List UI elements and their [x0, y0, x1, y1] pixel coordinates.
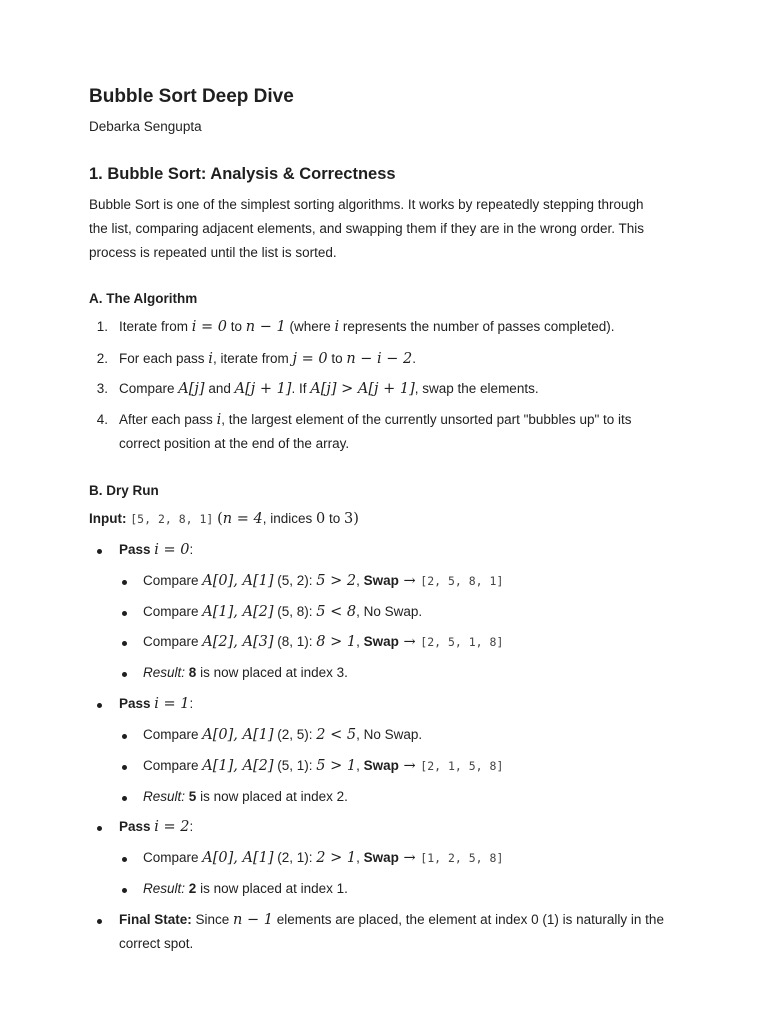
step-number: 1. [96, 319, 108, 334]
separator: , [356, 758, 364, 773]
step-text: . [412, 351, 417, 366]
result-label: Result: [143, 665, 186, 680]
final-state [119, 912, 664, 928]
math-expr: A[0], A[1] [202, 573, 274, 589]
math-expr: A[0], A[1] [202, 727, 274, 743]
compare-text: Compare [143, 758, 203, 773]
step-text: to [327, 351, 347, 366]
bullet-icon [122, 672, 127, 677]
verdict: Swap [363, 850, 399, 865]
bullet-icon [122, 857, 127, 862]
step-text: Iterate from [119, 319, 192, 334]
compare-values: (5, 8): [273, 604, 317, 619]
math-expr: 2 > 1 [316, 850, 357, 866]
math-expr: n − i − 2 [346, 351, 413, 367]
bullet-icon [122, 611, 127, 616]
bullet-icon [97, 826, 102, 831]
pass-label: Pass [119, 696, 151, 711]
final-text: elements are placed, the element at index 0 (1) is naturally in the [272, 912, 664, 927]
math-expr: 8 > 1 [316, 634, 357, 650]
result-value: 5 [188, 789, 197, 804]
dry-run-heading: B. Dry Run [89, 483, 159, 498]
math-expr: A[1], A[2] [202, 758, 274, 774]
bullet-icon [122, 580, 127, 585]
verdict: Swap [363, 758, 399, 773]
section-heading: 1. Bubble Sort: Analysis & Correctness [89, 165, 396, 183]
math-expr: i = 0 [154, 542, 190, 558]
result-label: Result: [143, 881, 186, 896]
step-text: (where [285, 319, 335, 334]
bullet-icon [122, 888, 127, 893]
bullet-icon [122, 765, 127, 770]
step-number: 2. [96, 351, 108, 366]
compare-item [143, 850, 503, 866]
result-item [143, 789, 348, 804]
compare-text: Compare [143, 850, 203, 865]
bullet-icon [122, 734, 127, 739]
step-text: correct position at the end of the array. [119, 436, 350, 451]
math-expr: j = 0 [292, 351, 328, 367]
intro-line-1: Bubble Sort is one of the simplest sorting algorithms. It works by repeatedly stepping through [89, 197, 644, 212]
verdict: Swap [363, 573, 399, 588]
step-number: 4. [96, 412, 108, 427]
math-expr: i [208, 351, 213, 367]
intro-line-3: process is repeated until the list is sorted. [89, 245, 337, 260]
math-expr: i = 2 [154, 819, 190, 835]
arrow-icon: → [398, 758, 421, 774]
input-label: Input: [89, 511, 127, 526]
math-expr: 5 > 1 [316, 758, 357, 774]
result-value: 2 [188, 881, 197, 896]
compare-item [143, 758, 503, 774]
compare-values: (8, 1): [273, 634, 317, 649]
math-expr: 0 [316, 511, 326, 527]
pass-header [119, 542, 193, 558]
step-text: For each pass [119, 351, 209, 366]
step-text: represents the number of passes completed). [339, 319, 615, 334]
colon: : [189, 819, 194, 834]
math-expr: i [334, 319, 340, 335]
math-expr: n − 1 [233, 912, 273, 928]
bullet-icon [122, 796, 127, 801]
colon: : [189, 696, 194, 711]
step-text: , iterate from [212, 351, 293, 366]
math-expr: 5 > 2 [316, 573, 357, 589]
math-expr: 2 < 5 [316, 727, 357, 743]
input-line [89, 511, 359, 527]
compare-text: Compare [143, 727, 203, 742]
verdict: No Swap. [363, 604, 423, 619]
separator: , [356, 850, 364, 865]
pass-header [119, 819, 193, 835]
math-expr: i = 0 [191, 319, 228, 335]
step-text: After each pass [119, 412, 217, 427]
compare-values: (2, 1): [273, 850, 317, 865]
step-number: 3. [96, 381, 108, 396]
arrow-icon: → [398, 850, 421, 866]
final-text: Since [191, 912, 234, 927]
pass-label: Pass [119, 542, 151, 557]
compare-values: (5, 1): [273, 758, 317, 773]
verdict: Swap [363, 634, 399, 649]
colon: : [189, 542, 194, 557]
math-expr: i = 1 [154, 696, 190, 712]
result-label: Result: [143, 789, 186, 804]
math-expr: A[2], A[3] [202, 634, 274, 650]
separator: , [356, 727, 364, 742]
math-expr: 5 < 8 [316, 604, 357, 620]
math-expr: i [216, 412, 222, 428]
bullet-icon [97, 919, 102, 924]
final-text: correct spot. [119, 936, 194, 951]
input-text: to [325, 511, 344, 526]
math-expr: 3 [344, 511, 354, 527]
input-array: [5, 2, 8, 1] [130, 512, 214, 526]
math-expr: A[0], A[1] [202, 850, 274, 866]
result-value: 8 [188, 665, 197, 680]
result-item [143, 881, 348, 896]
array-state: [2, 5, 1, 8] [420, 635, 504, 649]
paren: ( [217, 511, 223, 527]
algorithm-heading: A. The Algorithm [89, 291, 198, 306]
compare-item [143, 573, 503, 589]
compare-values: (2, 5): [273, 727, 317, 742]
compare-item [143, 634, 503, 650]
doc-title: Bubble Sort Deep Dive [89, 86, 294, 107]
result-text: is now placed at index 2. [196, 789, 348, 804]
intro-line-2: the list, comparing adjacent elements, and swapping them if they are in the wrong order. This [89, 221, 645, 236]
step-text: to [227, 319, 246, 334]
bullet-icon [97, 549, 102, 554]
result-item [143, 665, 348, 680]
separator: , [356, 634, 364, 649]
step-text: . If [291, 381, 311, 396]
math-expr: A[j + 1] [234, 381, 292, 397]
compare-values: (5, 2): [273, 573, 317, 588]
compare-text: Compare [143, 573, 203, 588]
pass-header [119, 696, 193, 712]
pass-label: Pass [119, 819, 151, 834]
result-text: is now placed at index 1. [196, 881, 348, 896]
paren: ) [353, 511, 359, 527]
step-text: , the largest element of the currently unsorted part "bubbles up" to its [221, 412, 632, 427]
bullet-icon [122, 641, 127, 646]
array-state: [1, 2, 5, 8] [420, 851, 504, 865]
arrow-icon: → [398, 573, 421, 589]
bullet-icon [97, 703, 102, 708]
array-state: [2, 1, 5, 8] [420, 759, 504, 773]
arrow-icon: → [398, 634, 421, 650]
step-text: and [204, 381, 235, 396]
math-expr: A[j] [178, 381, 205, 397]
step-text: , swap the elements. [414, 381, 539, 396]
compare-item [143, 604, 422, 620]
separator: , [356, 573, 364, 588]
compare-text: Compare [143, 634, 203, 649]
result-text: is now placed at index 3. [196, 665, 348, 680]
math-expr: A[1], A[2] [202, 604, 274, 620]
math-expr: n = 4 [222, 511, 263, 527]
array-state: [2, 5, 8, 1] [420, 574, 504, 588]
step-text: Compare [119, 381, 179, 396]
math-expr: n − 1 [245, 319, 286, 335]
doc-author: Debarka Sengupta [89, 119, 202, 134]
verdict: No Swap. [363, 727, 423, 742]
separator: , [356, 604, 364, 619]
input-text: , indices [262, 511, 316, 526]
compare-text: Compare [143, 604, 203, 619]
math-expr: A[j] > A[j + 1] [310, 381, 415, 397]
final-label: Final State: [119, 912, 192, 927]
compare-item [143, 727, 422, 743]
